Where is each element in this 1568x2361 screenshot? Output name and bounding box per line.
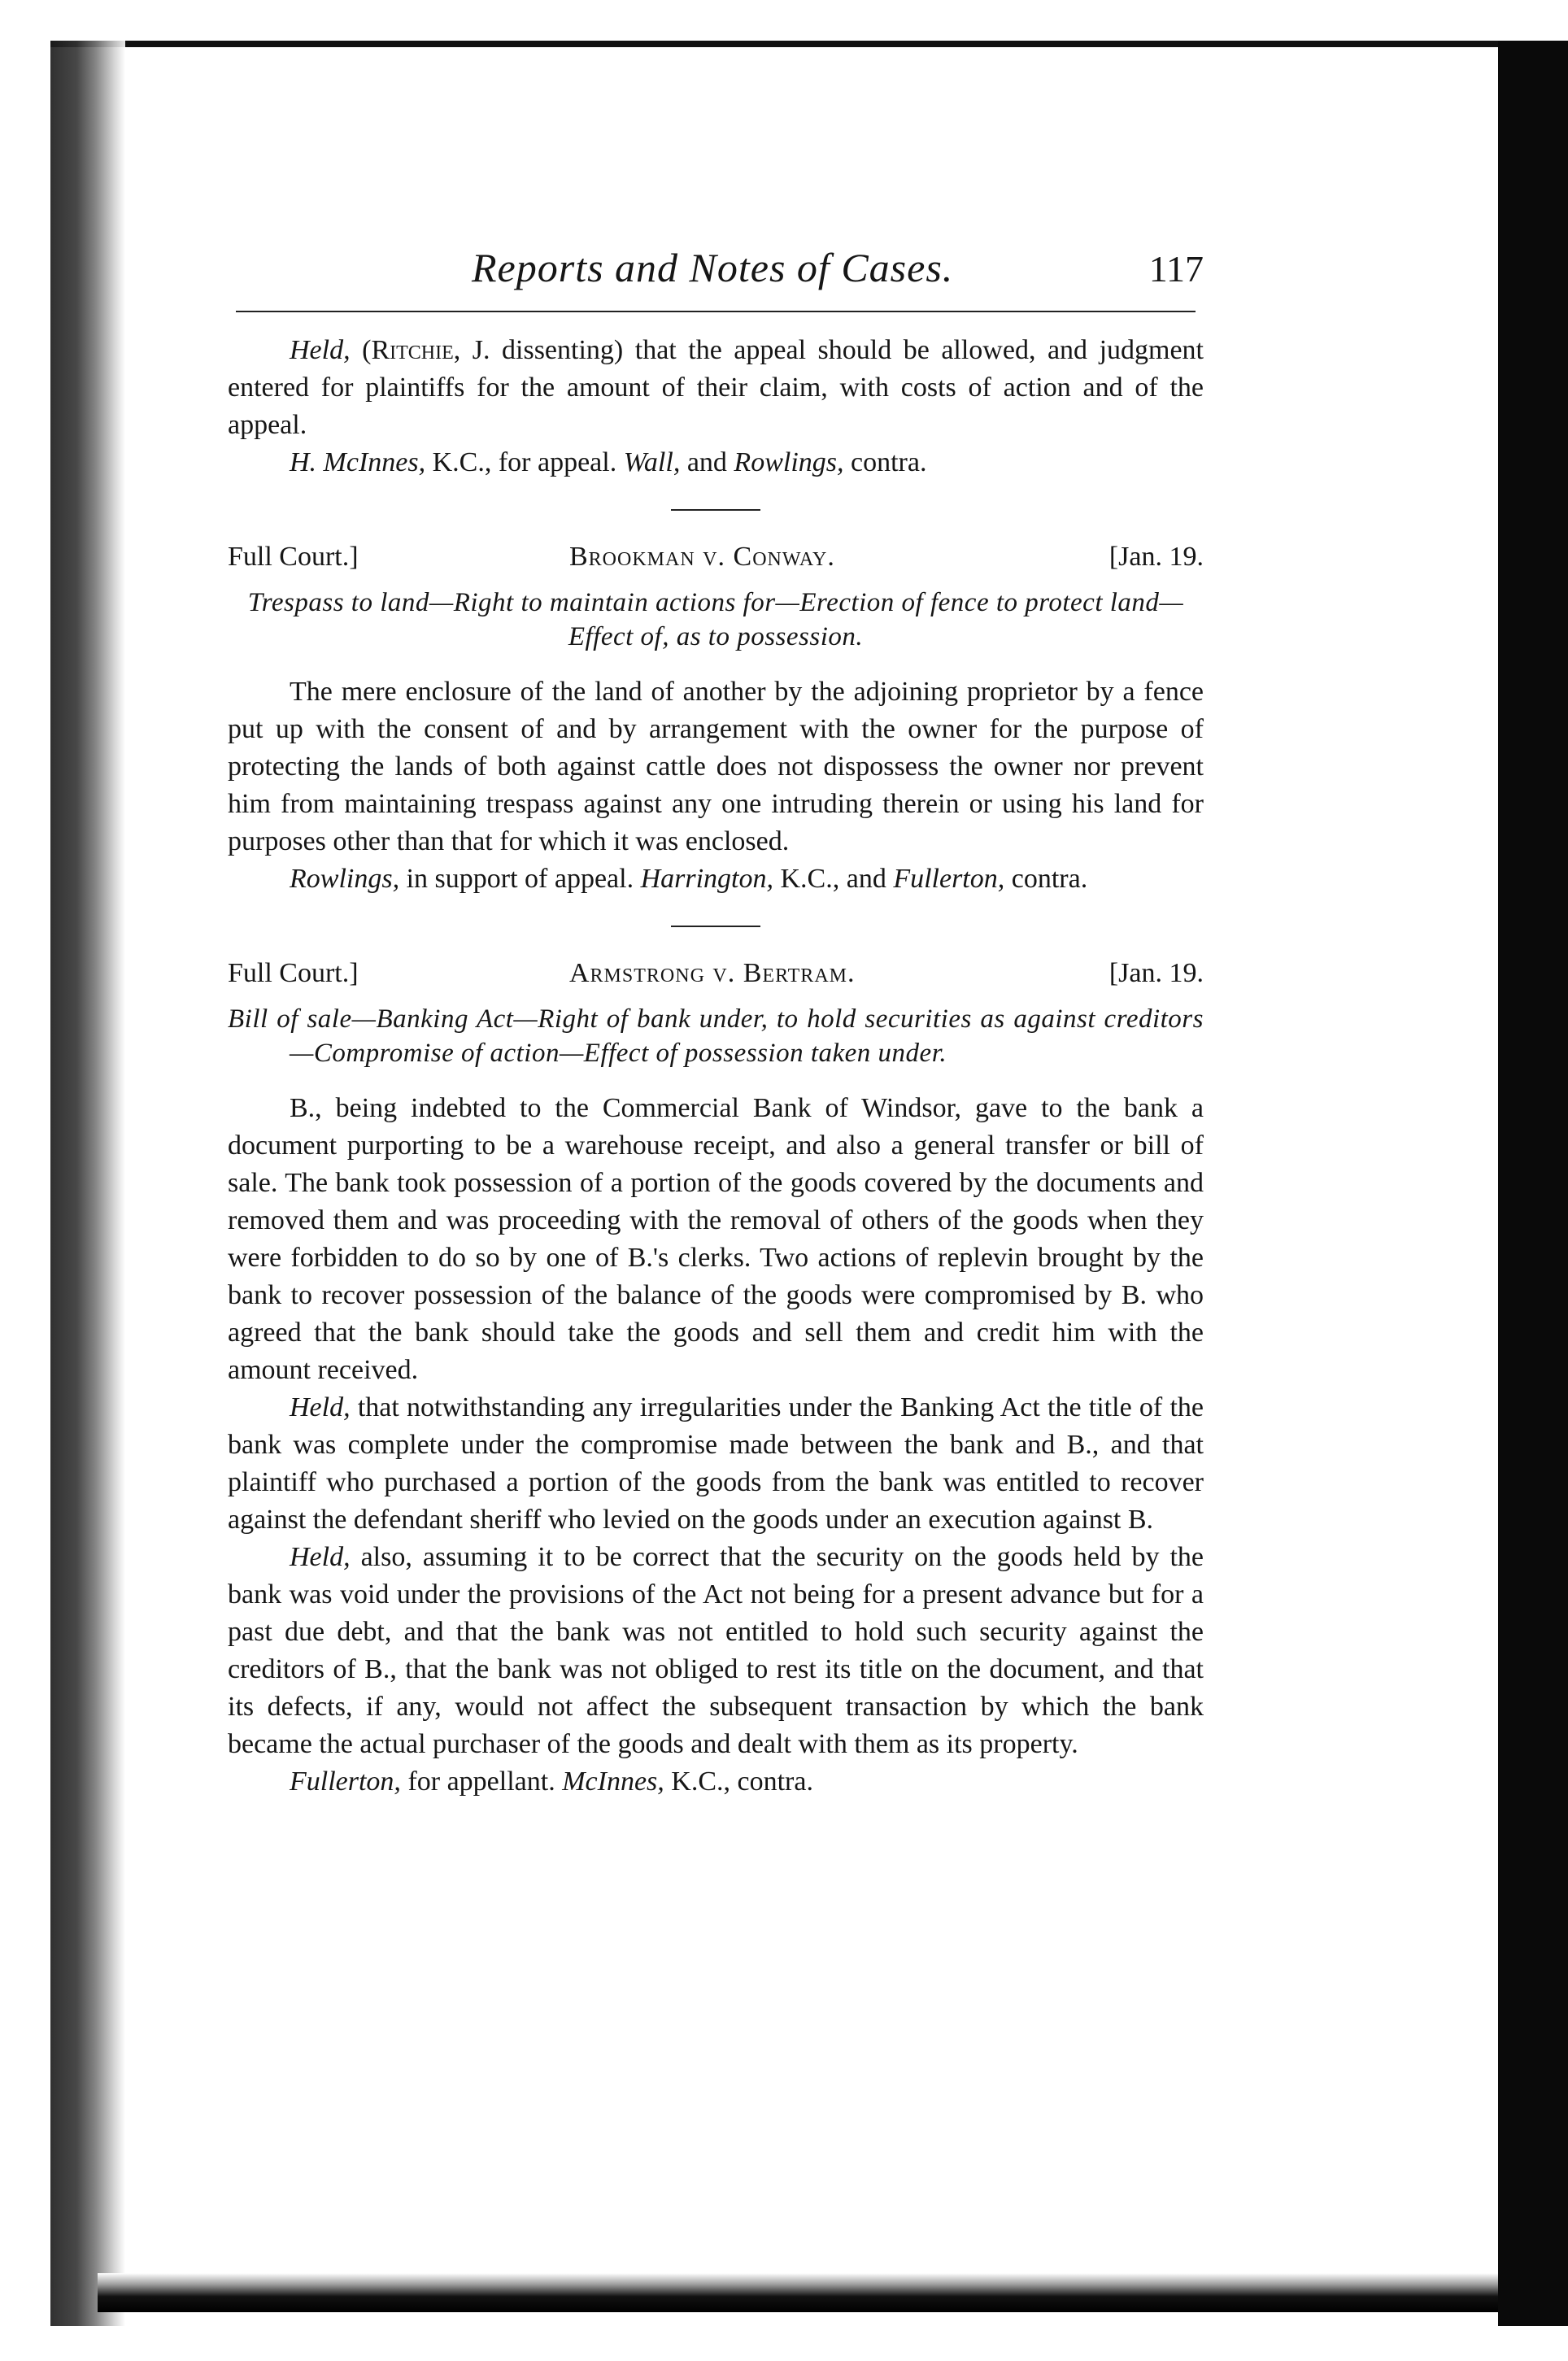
page-number: 117 (1148, 248, 1204, 290)
counsel-text: in support of appeal. (399, 864, 641, 894)
counsel-name: McInnes, (562, 1766, 664, 1797)
holding-text: that notwithstanding any irregularities under the Banking Act the title of the bank was complete under the compromise made between the bank and B., and that plaintiff who purchased a portion of the goods from the bank was entitled to recover against the defendant sheriff who levied on the goods under an execution against B. (228, 1392, 1204, 1535)
case-1-parties: Brookman v. Conway. (569, 542, 835, 572)
case-separator (671, 509, 760, 511)
held-label: Held, (290, 1542, 351, 1572)
case-2-holding-1 (228, 1389, 1204, 1539)
case-2-facts: B., being indebted to the Commercial Bank of Windsor, gave to the bank a document purporting to be a warehouse receipt, and also a general transfer or bill of sale. The bank took possession of a portion of the goods covered by the documents and removed them and was proceeding with the removal of others of the goods when they were forbidden to do so by one of B.'s clerks. Two actions of replevin brought by the bank to recover possession of the balance of the goods were compromised by B. who agreed that the bank should take the goods and sell them and credit him with the amount received. (228, 1093, 1204, 1385)
counsel-name: Rowlings, (290, 864, 400, 894)
counsel-name: Rowlings, (734, 447, 844, 477)
counsel-text: contra. (1004, 864, 1088, 894)
case-2-parties: Armstrong v. Bertram. (569, 958, 856, 988)
counsel-name: Fullerton, (290, 1766, 401, 1797)
scan-edge-top (50, 41, 1498, 47)
running-head (228, 244, 1204, 301)
prev-case-holding: Held, (Ritchie, J. dissenting) that the appeal should be allowed, and judgment entered for plaintiffs for the amount of their claim, with costs of action and of the appeal. (228, 335, 1204, 440)
counsel-text: for appellant. (400, 1766, 563, 1797)
counsel-name: Harrington, (640, 864, 773, 894)
held-label: Held, (290, 1392, 351, 1422)
counsel-text: K.C., for appeal. (425, 447, 624, 477)
case-1-counsel (228, 860, 1204, 898)
header-rule (236, 311, 1196, 312)
case-2-date: [Jan. 19. (1108, 958, 1204, 988)
prev-case-counsel (228, 444, 1204, 481)
case-1-heading (228, 542, 1204, 582)
case-2-heading (228, 958, 1204, 999)
case-1-court: Full Court.] (228, 542, 359, 572)
counsel-text: K.C., and (773, 864, 894, 894)
judge-name: Ritchie (371, 335, 454, 365)
counsel-text: contra. (843, 447, 927, 477)
scan-edge-bottom (98, 2273, 1498, 2312)
counsel-text: K.C., contra. (664, 1766, 813, 1797)
scan-edge-right (1498, 41, 1568, 2326)
counsel-name: Wall, (623, 447, 681, 477)
case-separator (671, 926, 760, 927)
case-2-counsel (228, 1763, 1204, 1801)
case-1-date: [Jan. 19. (1108, 542, 1204, 572)
counsel-name: H. McInnes, (290, 447, 426, 477)
case-1-headnote: Trespass to land—Right to maintain actions for—Erection of fence to protect land—Effect of, as to possession. (247, 588, 1184, 651)
holding-text: , J. dissenting) that the appeal should be allowed, and judgment entered for plaintiffs for the amount of their claim, with costs of action and of the appeal. (228, 335, 1204, 440)
holding-text: also, assuming it to be correct that the security on the goods held by the bank was void under the provisions of the Act not being for a present advance but for a past due debt, and that the bank was not entitled to hold such security against the creditors of B., that the bank was not obliged to rest its title on the document, and that its defects, if any, would not affect the subsequent transaction by which the bank became the actual purchaser of the goods and dealt with them as its property. (228, 1542, 1204, 1759)
case-2-court: Full Court.] (228, 958, 359, 988)
counsel-text: and (680, 447, 734, 477)
counsel-name: Fullerton, (893, 864, 1005, 894)
page (228, 244, 1204, 1801)
case-1-body: The mere enclosure of the land of another by the adjoining proprietor by a fence put up with the consent of and by arrangement with the owner for the purpose of protecting the lands of both against cattle does not dispossess the owner nor prevent him from maintaining trespass against any one intruding therein or using his land for purposes other than that for which it was enclosed. (228, 677, 1204, 856)
running-title: Reports and Notes of Cases. (472, 245, 954, 290)
scan-edge-left (50, 41, 125, 2326)
case-2-holding-2 (228, 1539, 1204, 1763)
held-label: Held, (290, 335, 351, 365)
case-2-headnote: Bill of sale—Banking Act—Right of bank under, to hold securities as against creditors—Compromise of action—Effect of possession taken under. (228, 1004, 1204, 1068)
